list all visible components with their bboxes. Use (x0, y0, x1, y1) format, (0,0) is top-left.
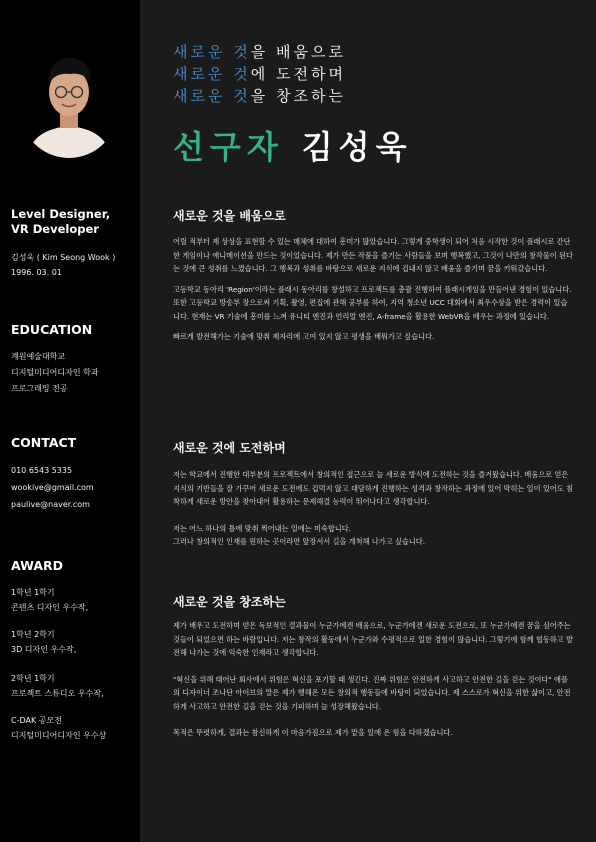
email-naver: paulive@naver.com (11, 500, 90, 509)
phone-number: 010 6543 5335 (11, 466, 73, 475)
slogan-rest: 을 배움으로 (250, 43, 346, 61)
birth-date: 1996. 03. 01 (11, 268, 62, 277)
award-title: 프로젝트 스튜디오 우수작, (11, 689, 104, 698)
paragraph: 저는 학교에서 진행한 대부분의 프로젝트에서 창의적인 접근으로 늘 새로운 방식에 도전하는 것을 즐겨왔습니다. 배움으로 얻은 지식의 기반들을 잘 가꾸어 새로운 도전에도 겁먹지 않고 대담하게 진행하는 성격과 창작하는 과정에 있어 막히는 일이 있어도 침착하게 새로운 방안을 찾아내어 활용하는 문제해결 능력이 뛰어나다고 생각합니다. (173, 470, 573, 506)
role-title (11, 207, 110, 237)
paragraph: 제가 배우고 도전하며 얻은 독보적인 결과물이 누군가에겐 배움으로, 누군가에겐 새로운 도전으로, 또 누군가에겐 꿈을 심어주는 것들이 되었으면 하는 바람입니다. 저는 창작의 활동에서 누군가와 수평적으로 일한 경험이 많습니다. 그렇기에 함께 협동하고 발전해 나가는 것에 익숙한 인재라고 생각합니다. (173, 621, 573, 657)
award-term: C-DAK 공모전 (11, 716, 62, 725)
education-school: 계원예술대학교 (11, 352, 66, 361)
main-content (140, 0, 596, 842)
contact-heading: CONTACT (11, 435, 77, 450)
sidebar (0, 0, 140, 842)
slogan-highlight: 새로운 것 (173, 65, 251, 83)
paragraph: 빠르게 발전해가는 기술에 맞춰 제자리에 고여 있지 않고 평생을 배워가고 싶습니다. (173, 332, 435, 341)
section-body (173, 468, 573, 549)
section-heading: 새로운 것을 창조하는 (173, 595, 286, 609)
education-heading: EDUCATION (11, 322, 93, 337)
slogan (173, 41, 346, 107)
award-title: 3D 디자인 우수작, (11, 645, 77, 654)
award-term: 1학년 1학기 (11, 588, 55, 597)
slogan-line (173, 85, 346, 107)
slogan-highlight: 새로운 것 (173, 43, 251, 61)
education-major: 프로그래밍 전공 (11, 384, 68, 393)
email-gmail: wookive@gmail.com (11, 483, 94, 492)
slogan-line (173, 41, 346, 63)
slogan-rest: 에 도전하며 (250, 65, 346, 83)
role-line-1: Level Designer, (11, 207, 111, 221)
slogan-rest: 을 창조하는 (250, 87, 346, 105)
award-title: 콘텐츠 디자인 우수작, (11, 603, 89, 612)
section-heading: 새로운 것에 도전하며 (173, 441, 286, 455)
paragraph: 어릴 적부터 제 상상을 표현할 수 있는 매체에 대하여 흥미가 많았습니다. 그렇게 중학생이 되어 처음 시작한 것이 플래시로 간단한 게임이나 애니메이션을 만드는 것이었습니다. 제가 만든 작품을 즐기는 사람들을 보며 행복했고, 그것이 나만의 창작물이 된다는 것에 큰 성취를 느꼈습니다. 그 행복과 성취를 바탕으로 새로운 지식에 겁내지 않고 배움을 즐기며 꿈을 키워갔습니다. (173, 237, 573, 273)
slogan-line (173, 63, 346, 85)
paragraph: 고등학교 동아리 'Region'이라는 플래시 동아리를 창설하고 프로젝트를 총괄 진행하여 플래시게임을 만들어낸 경험이 있습니다. 또한 고등학교 방송부 장으로써 기획, 촬영, 편집에 관해 공부를 하여, 지역 청소년 UCC 대회에서 최우수상을 받은 경력이 있습니다. 현재는 VR 기술에 흥미를 느껴 유니티 엔진과 언리얼 엔진, A-frame을 활용한 WebVR을 배우는 과정에 있습니다. (173, 284, 572, 321)
slogan-highlight: 새로운 것 (173, 87, 251, 105)
page-title (173, 122, 413, 168)
name-label: 김성욱 ( Kim Seong Wook ) (11, 253, 116, 262)
title-pioneer: 선구자 (173, 128, 284, 166)
paragraph: 목적은 뚜렷하게, 결과는 참신하게 이 마음가짐으로 제가 맡을 일에 온 힘을 다하겠습니다. (173, 728, 453, 737)
profile-photo (20, 38, 118, 158)
education-dept: 디지털미디어디자인 학과 (11, 368, 99, 377)
role-line-2: VR Developer (11, 222, 99, 236)
paragraph: "혁신을 위해 태어난 회사에서 위험은 혁신을 포기할 때 생긴다. 진짜 위험은 안전하게 사고하고 안전한 길을 걷는 것이다" 애플의 디자이너 조나단 아이브의 말은 제가 행해온 모든 창의적 행동들에 바탕이 되었습니다. 제 스스로가 혁신을 위한 삶이고, 안전하게 사고하고 안전한 길을 걷는 것을 기피하며 늘 성장해왔습니다. (173, 674, 571, 711)
profile-photo-illustration (20, 38, 118, 158)
award-heading: AWARD (11, 558, 64, 573)
title-name: 김성욱 (301, 128, 413, 166)
award-title: 디지털미디어디자인 우수상 (11, 731, 107, 740)
section-heading: 새로운 것을 배움으로 (173, 209, 286, 223)
paragraph: 저는 어느 하나의 틀에 맞춰 찍어내는 일에는 미숙합니다. 그러나 창의적인 인재를 원하는 곳이라면 앞장서서 길을 개척해 나가고 싶습니다. (173, 523, 425, 546)
award-term: 1학년 2학기 (11, 630, 55, 639)
award-term: 2학년 1학기 (11, 674, 55, 683)
section-body (173, 235, 573, 344)
section-body (173, 619, 573, 740)
